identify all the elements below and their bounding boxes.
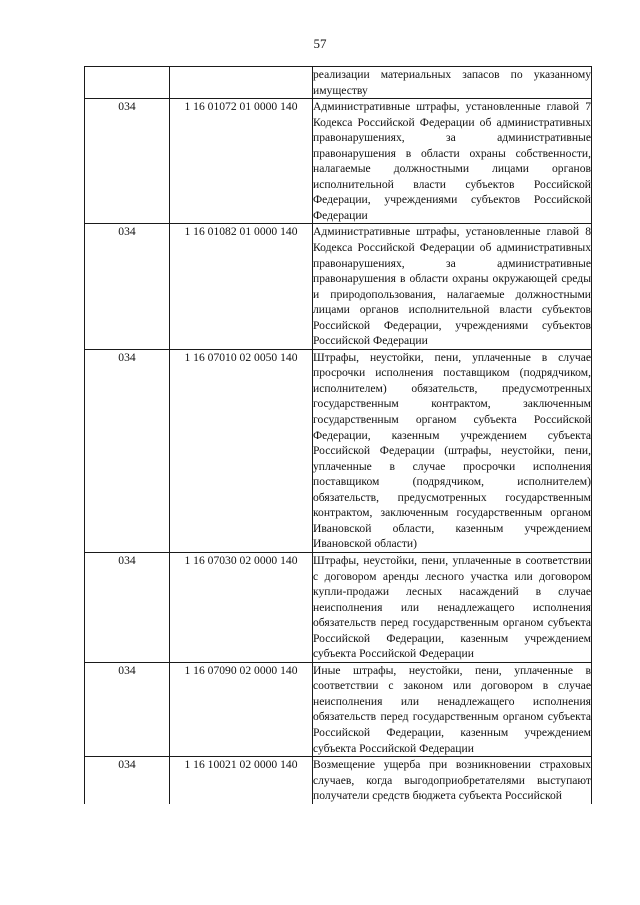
kbk-code-cell: 1 16 07030 02 0000 140 xyxy=(170,552,313,662)
description-cell xyxy=(313,99,592,224)
description-text: Возмещение ущерба при возникновении страховых случаев, когда выгодоприобретателями выступают получатели средств бюджета субъекта Российской xyxy=(313,758,591,803)
admin-code-cell: 034 xyxy=(85,662,170,756)
admin-code-cell: 034 xyxy=(85,757,170,804)
budget-classification-table xyxy=(84,66,592,804)
description-text: Административные штрафы, установленные главой 8 Кодекса Российской Федерации об административных правонарушениях, за административные правонарушения в области охраны окружающей среды и природопользования, налагаемые должностными лицами органов исполнительной власти субъектов Российской Федерации, учреждениями субъектов Российской Федерации xyxy=(313,225,591,348)
kbk-code-cell: 1 16 01072 01 0000 140 xyxy=(170,99,313,224)
description-text: реализации материальных запасов по указанному имуществу xyxy=(313,68,591,97)
description-cell xyxy=(313,757,592,804)
description-cell xyxy=(313,349,592,552)
table-row xyxy=(85,757,592,804)
description-text: Административные штрафы, установленные главой 7 Кодекса Российской Федерации об административных правонарушениях, за административные правонарушения в области охраны собственности, налагаемые должностными лицами органов исполнительной власти субъектов Российской Федерации, учреждениями субъектов Российской Федерации xyxy=(313,100,591,222)
admin-code-cell xyxy=(85,67,170,99)
kbk-code-cell: 1 16 07010 02 0050 140 xyxy=(170,349,313,552)
description-text: Иные штрафы, неустойки, пени, уплаченные в соответствии с законом или договором в случае неисполнения или ненадлежащего исполнения обязательств перед государственным органом субъекта Российской Федерации, казенным учреждением субъекта Российской Федерации xyxy=(313,663,591,755)
kbk-code-cell xyxy=(170,67,313,99)
table-row xyxy=(85,349,592,552)
description-cell xyxy=(313,224,592,349)
admin-code-cell: 034 xyxy=(85,99,170,224)
admin-code-cell: 034 xyxy=(85,224,170,349)
description-cell xyxy=(313,67,592,99)
description-cell xyxy=(313,552,592,662)
table-row xyxy=(85,224,592,349)
table-row xyxy=(85,552,592,662)
table-row xyxy=(85,99,592,224)
table-row xyxy=(85,67,592,99)
admin-code-cell: 034 xyxy=(85,552,170,662)
page-number: 57 xyxy=(313,36,327,51)
description-cell xyxy=(313,662,592,756)
kbk-code-cell: 1 16 10021 02 0000 140 xyxy=(170,757,313,804)
kbk-code-cell: 1 16 07090 02 0000 140 xyxy=(170,662,313,756)
description-text: Штрафы, неустойки, пени, уплаченные в соответствии с договором аренды лесного участка или договором купли-продажи лесных насаждений в случае неисполнения или ненадлежащего исполнения обязательств перед государственным органом субъекта Российской Федерации, казенным учреждением субъекта Российской Федерации xyxy=(313,553,591,661)
table-row xyxy=(85,662,592,756)
admin-code-cell: 034 xyxy=(85,349,170,552)
kbk-code-cell: 1 16 01082 01 0000 140 xyxy=(170,224,313,349)
description-text: Штрафы, неустойки, пени, уплаченные в случае просрочки исполнения поставщиком (подрядчиком, исполнителем) обязательств, предусмотренных государственным контрактом, заключенным государственным органом субъекта Российской Федерации, казенным учреждением субъекта Российской Федерации (штрафы, неустойки, пени, уплаченные в случае просрочки исполнения поставщиком (подрядчиком, исполнителем) обязательств, предусмотренных государственным контрактом, заключенным государственным органом Ивановской области, казенным учреждением Ивановской области) xyxy=(313,350,591,551)
